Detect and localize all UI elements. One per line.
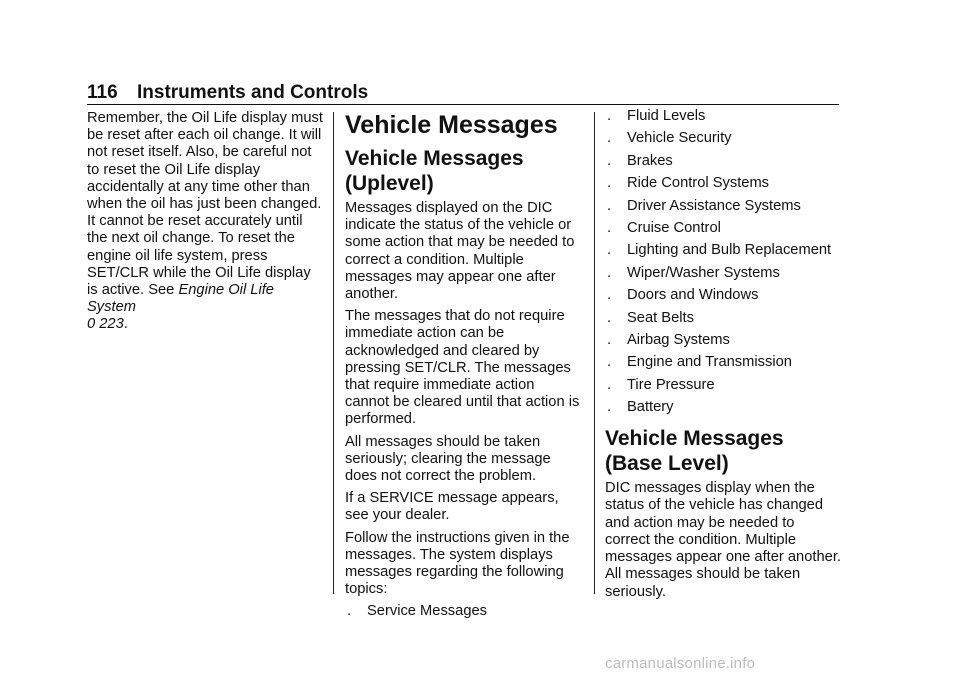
topic-list: [345, 603, 581, 620]
cross-reference-link[interactable]: Engine Oil Life System 0 223: [87, 282, 274, 333]
list-item: . Doors and Windows: [607, 287, 759, 304]
bullet-icon: .: [607, 175, 612, 192]
subsection-heading-uplevel: Vehicle Messages (Uplevel): [345, 147, 524, 195]
watermark: carmanualsonline.info: [605, 655, 756, 672]
column-right: [605, 108, 841, 606]
section-title: Instruments and Controls: [137, 82, 369, 103]
bullet-icon: .: [607, 354, 612, 371]
column-divider-left: [333, 112, 334, 594]
column-middle: [345, 110, 581, 626]
bullet-icon: .: [607, 376, 612, 393]
list-item: . Brakes: [607, 152, 673, 169]
list-item: . Service Messages: [347, 603, 487, 620]
paragraph: If a SERVICE message appears, see your dealer.: [345, 490, 559, 524]
bullet-icon: .: [607, 108, 612, 124]
list-item: . Lighting and Bulb Replacement: [607, 242, 832, 259]
list-item: . Ride Control Systems: [607, 175, 770, 192]
bullet-icon: .: [607, 219, 612, 236]
list-item: . Wiper/Washer Systems: [607, 264, 780, 281]
page-header: [87, 82, 839, 105]
bullet-icon: .: [607, 197, 612, 214]
list-item: . Engine and Transmission: [607, 354, 792, 371]
list-item: . Battery: [607, 399, 674, 416]
paragraph: All messages should be taken seriously; clearing the message does not correct the problem.: [345, 433, 551, 485]
list-item: . Seat Belts: [607, 309, 694, 326]
column-divider-right: [594, 112, 595, 594]
list-item: . Fluid Levels: [607, 108, 706, 124]
topic-list: [605, 108, 841, 416]
bullet-icon: .: [607, 309, 612, 326]
bullet-icon: .: [607, 287, 612, 304]
bullet-icon: .: [347, 603, 352, 620]
list-item: . Driver Assistance Systems: [607, 197, 801, 214]
bullet-icon: .: [607, 264, 612, 281]
paragraph: Messages displayed on the DIC indicate the status of the vehicle or some action that may be needed to correct a condition. Multiple messages may appear one after another.: [345, 200, 575, 303]
section-heading: Vehicle Messages: [345, 111, 558, 139]
bullet-icon: .: [607, 130, 612, 147]
paragraph: The messages that do not require immediate action can be acknowledged and cleared by pressing SET/CLR. The messages that require immediate action cannot be cleared until that action is performed.: [345, 308, 580, 428]
column-left: [87, 110, 323, 339]
subsection-heading-base-level: Vehicle Messages (Base Level): [605, 427, 784, 476]
list-item: . Tire Pressure: [607, 376, 715, 393]
paragraph: Follow the instructions given in the messages. The system displays messages regarding the following topics:: [345, 529, 570, 598]
paragraph: DIC messages display when the status of the vehicle has changed and action may be needed to correct the condition. Multiple messages appear one after another. All messages should be taken seriously.: [605, 480, 841, 600]
oil-life-reset-paragraph: Remember, the Oil Life display must be reset after each oil change. It will not reset itself. Also, be careful not to reset the Oil Life display accidentally at any time other than when the oil has just been changed. It cannot be reset accurately until the next oil change. To reset the engine oil life system, press SET/CLR while the Oil Life display is active. See Engine Oil Life System 0 223.: [87, 110, 323, 333]
list-item: . Vehicle Security: [607, 130, 732, 147]
bullet-icon: .: [607, 152, 612, 169]
bullet-icon: .: [607, 331, 612, 348]
bullet-icon: .: [607, 242, 612, 259]
page-number: 116: [87, 82, 118, 103]
list-item: . Airbag Systems: [607, 331, 730, 348]
bullet-icon: .: [607, 399, 612, 416]
list-item: . Cruise Control: [607, 219, 721, 236]
